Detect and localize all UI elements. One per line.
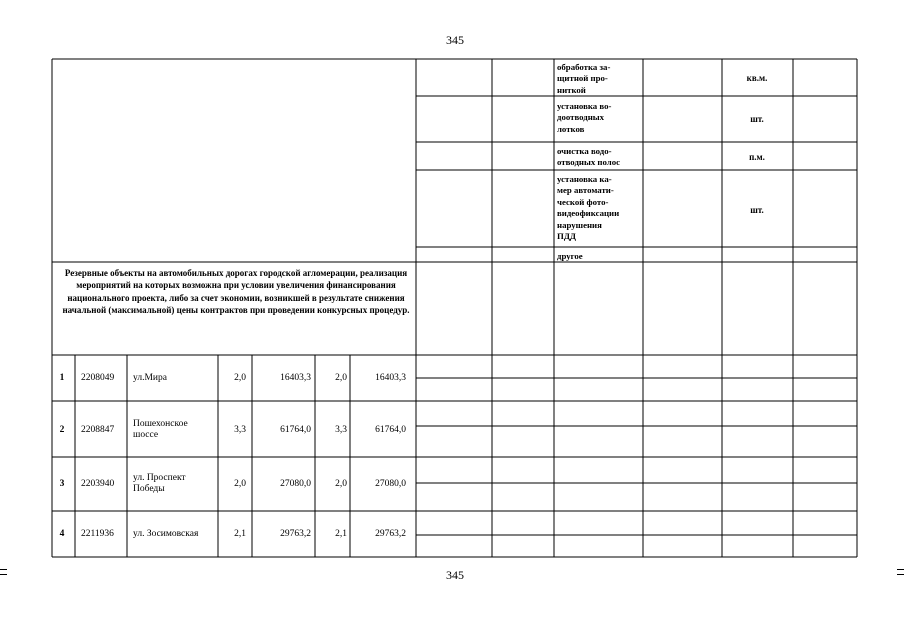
road-length-2: 2,0: [335, 479, 347, 489]
row-number: 2: [59, 425, 65, 435]
work-type-label: очистка водо- отводных полос: [557, 146, 621, 168]
page-number-bottom: 345: [446, 568, 464, 582]
road-cost-2: 16403,3: [375, 373, 406, 383]
road-length-2: 3,3: [335, 425, 347, 435]
road-name: ул. Зосимовская: [133, 529, 199, 539]
road-name: ул. Проспект Победы: [133, 473, 186, 494]
page-number-top: 345: [446, 33, 464, 47]
road-cost: 29763,2: [280, 529, 311, 539]
road-code: 2203940: [81, 479, 115, 489]
road-code: 2208049: [81, 373, 115, 383]
margin-mark: [897, 574, 904, 575]
road-name: ул.Мира: [133, 373, 167, 383]
road-cost-2: 61764,0: [375, 425, 406, 435]
road-length-2: 2,1: [335, 529, 347, 539]
road-length: 3,3: [234, 425, 246, 435]
row-number: 1: [59, 373, 65, 383]
margin-mark: [897, 569, 904, 570]
road-cost: 16403,3: [280, 373, 311, 383]
road-cost: 27080,0: [280, 479, 311, 489]
margin-mark: [0, 569, 7, 570]
road-cost: 61764,0: [280, 425, 311, 435]
reserve-objects-heading: Резервные объекты на автомобильных дорогах городской агломерации, реализация мероприятий на которых возможна при условии увеличения финансирования национального проекта, либо за счет экономии, возникшей в результате снижения начальной (максимальной) цены контрактов при проведении конкурсных процедур.: [62, 268, 410, 316]
row-number: 4: [59, 529, 65, 539]
work-type-label: установка ка- мер автомати- ческой фото- видеофиксации нарушения ПДД: [557, 174, 620, 242]
road-length: 2,0: [234, 373, 246, 383]
road-cost-2: 29763,2: [375, 529, 406, 539]
work-type-label: обработка за- щитной про- ниткой: [557, 62, 611, 95]
work-type-unit: шт.: [750, 114, 764, 124]
work-type-label: установка во- доотводных лотков: [557, 101, 612, 134]
margin-mark: [0, 574, 7, 575]
road-name: Пошехонское шоссе: [133, 419, 188, 440]
road-code: 2208847: [81, 425, 115, 435]
row-number: 3: [59, 479, 65, 489]
road-cost-2: 27080,0: [375, 479, 406, 489]
road-code: 2211936: [81, 529, 114, 539]
road-length: 2,1: [234, 529, 246, 539]
road-length-2: 2,0: [335, 373, 347, 383]
work-type-unit: шт.: [750, 205, 764, 215]
work-type-unit: п.м.: [749, 152, 765, 162]
work-type-label: другое: [557, 251, 583, 261]
road-length: 2,0: [234, 479, 246, 489]
work-type-unit: кв.м.: [746, 73, 768, 83]
